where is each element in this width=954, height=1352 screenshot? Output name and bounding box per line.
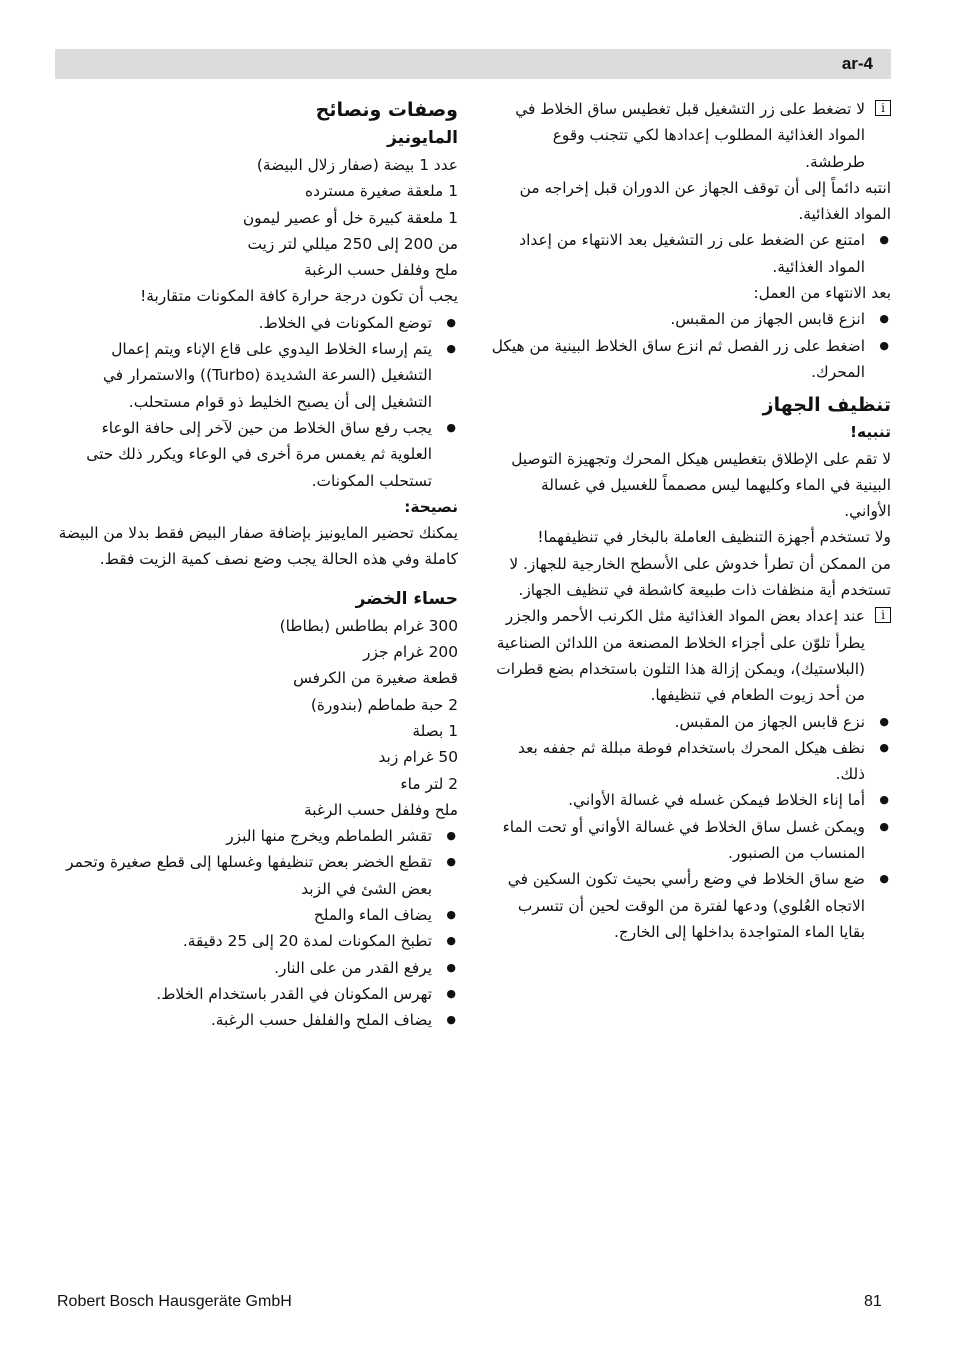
ingredient-line: 50 غرام زبد	[378, 748, 458, 767]
bullet-list-2	[490, 306, 891, 385]
ingredient-line: 2 لتر ماء	[400, 774, 458, 793]
mayonnaise-steps	[58, 310, 458, 494]
list-item: ● تقطع الخضر بعض تنظيفها وغسلها إلى قطع صغيرة وتحمر بعض الشئ في الزبد	[58, 849, 458, 902]
page-code: ar-4	[841, 54, 873, 73]
list-item: ● يضاف الملح والفلفل حسب الرغبة.	[58, 1007, 458, 1033]
after-work-label: بعد الانتهاء من العمل:	[753, 284, 891, 303]
recipes-section-title: وصفات ونصائح	[315, 99, 458, 121]
list-item: ● ويمكن غسل ساق الخلاط في غسالة الأواني أو تحت الماء المنساب من الصنبور.	[490, 814, 891, 867]
left-column	[58, 96, 458, 1034]
paragraph-no-immersion: لا تقم على الإطلاق بتغطيس هيكل المحرك وتجهيزة التوصيل البينية في الماء وكليهما ليس مصمماً للغسيل في غسالة الأواني.	[511, 449, 891, 521]
temperature-note: يجب أن تكون درجة حرارة كافة المكونات متقاربة!	[140, 287, 458, 306]
ingredient-line: ملح وفلفل حسب الرغبة	[303, 261, 458, 280]
footer-company: Robert Bosch Hausgeräte GmbH	[57, 1293, 292, 1310]
ingredient-line: عدد 1 بيضة (صفار زلال البيضة)	[256, 156, 458, 174]
mayonnaise-title: المايونيز	[387, 128, 458, 148]
list-item: ● يجب رفع ساق الخلاط من حين لآخر إلى حافة الوعاء العلوية ثم يغمس مرة أخرى في الوعاء ويكرر ذلك حتى تستحلب المكونات.	[58, 415, 458, 494]
ingredient-line: 300 غرام بطاطس (بطاطا)	[279, 616, 458, 635]
ingredient-line: من 200 إلى 250 ميللي لتر زيت	[247, 234, 458, 253]
ingredient-line: 2 حبة طماطم (بندورة)	[310, 695, 458, 714]
list-item: ● تطبخ المكونات لمدة 20 إلى 25 دقيقة.	[58, 928, 458, 954]
bullet-list-3	[490, 709, 891, 946]
soup-steps	[58, 823, 458, 1033]
cleaning-section-title: تنظيف الجهاز	[762, 394, 891, 417]
list-item: ● اضغط على زر الفصل ثم انزع ساق الخلاط البينية من هيكل المحرك.	[490, 333, 891, 386]
bullet-list-1	[490, 227, 891, 280]
list-item: ● انزع قابس الجهاز من المقبس.	[490, 306, 891, 332]
paragraph-stop-before-removing: انتبه دائماً إلى أن توقف الجهاز عن الدوران قبل إخراجه من المواد الغذائية.	[519, 178, 891, 224]
ingredient-line: 1 ملعقة كبيرة خل أو عصير ليمون	[242, 208, 458, 227]
info-note-2-text: عند إعداد بعض المواد الغذائية مثل الكرنب الأحمر والجزر يطرأ تلوّن على أجزاء الخلاط المصنعة من اللدائن الصناعية (البلاستيك)، ويمكن إزالة هذا التلون باستخدام بضع قطرات من أحد زيوت الطعام في تنظيفها.	[496, 607, 865, 705]
ingredient-line: 1 بصلة	[412, 721, 458, 740]
ingredient-line: قطعة صغيرة من الكرفس	[293, 669, 458, 688]
right-column	[490, 96, 891, 945]
list-item: ● يرفع القدر من على النار.	[58, 955, 458, 981]
ingredient-line: 1 ملعقة صغيرة مسترده	[305, 182, 458, 201]
list-item: ● تقشر الطماطم ويخرج منها البزر	[58, 823, 458, 849]
tip-text: يمكنك تحضير المايونيز بإضافة صفار البيض فقط بدلا من البيضة كاملة وفي هذه الحالة يجب وضع نصف كمية الزيت فقط.	[58, 524, 458, 569]
paragraph-scratches: من الممكن أن تطرأ خدوش على الأسطح الخارجية للجهاز. لا تستخدم أية منظفات ذات طبيعة كاشطة في تنظيف الجهاز.	[509, 554, 891, 600]
ingredient-line: ملح وفلفل حسب الرغبة	[303, 800, 458, 819]
warning-label: تنبيه!	[850, 423, 891, 442]
list-item: ● نزع قابس الجهاز من المقبس.	[490, 709, 891, 735]
info-note-1-text: لا تضغط على زر التشغيل قبل تغطيس ساق الخلاط في المواد الغذائية المطلوب إعدادها لكي تتجنب وقوع طرطشة.	[515, 100, 865, 171]
tip-label: نصيحة:	[404, 497, 458, 516]
info-note-1	[490, 96, 891, 175]
info-note-2	[490, 603, 891, 708]
footer-page-number: 81	[864, 1293, 882, 1310]
list-item: ● يتم إرساء الخلاط اليدوي على قاع الإناء ويتم إعمال التشغيل (السرعة الشديدة (Turbo)) والاستمرار في التشغيل إلى أن يصبح الخليط ذو قوام مستحلب.	[58, 336, 458, 415]
ingredient-line: 200 غرام جزر	[363, 643, 458, 662]
vegetable-soup-title: حساء الخضر	[355, 588, 458, 609]
list-item: ● تهرس المكونان في القدر باستخدام الخلاط.	[58, 981, 458, 1007]
list-item: ● نظف هيكل المحرك باستخدام فوطة مبللة ثم جففه بعد ذلك.	[490, 735, 891, 788]
list-item: ● ضع ساق الخلاط في وضع رأسي بحيث تكون السكين في الاتجاه العُلوي) ودعها لفترة من الوقت لحين أن تتسرب بقايا الماء المتواجدة بداخلها إلى الخارج.	[490, 866, 891, 945]
list-item: ● أما إناء الخلاط فيمكن غسله في غسالة الأواني.	[490, 787, 891, 813]
info-icon: i	[875, 607, 891, 623]
list-item: ● امتنع عن الضغط على زر التشغيل بعد الانتهاء من إعداد المواد الغذائية.	[490, 227, 891, 280]
list-item: ● توضع المكونات في الخلاط.	[58, 310, 458, 336]
page-header-bar	[55, 49, 891, 79]
paragraph-no-steam: ولا تستخدم أجهزة التنظيف العاملة بالبخار في تنظيفهما!	[537, 528, 891, 547]
info-icon: i	[875, 100, 891, 116]
list-item: ● يضاف الماء والملح	[58, 902, 458, 928]
